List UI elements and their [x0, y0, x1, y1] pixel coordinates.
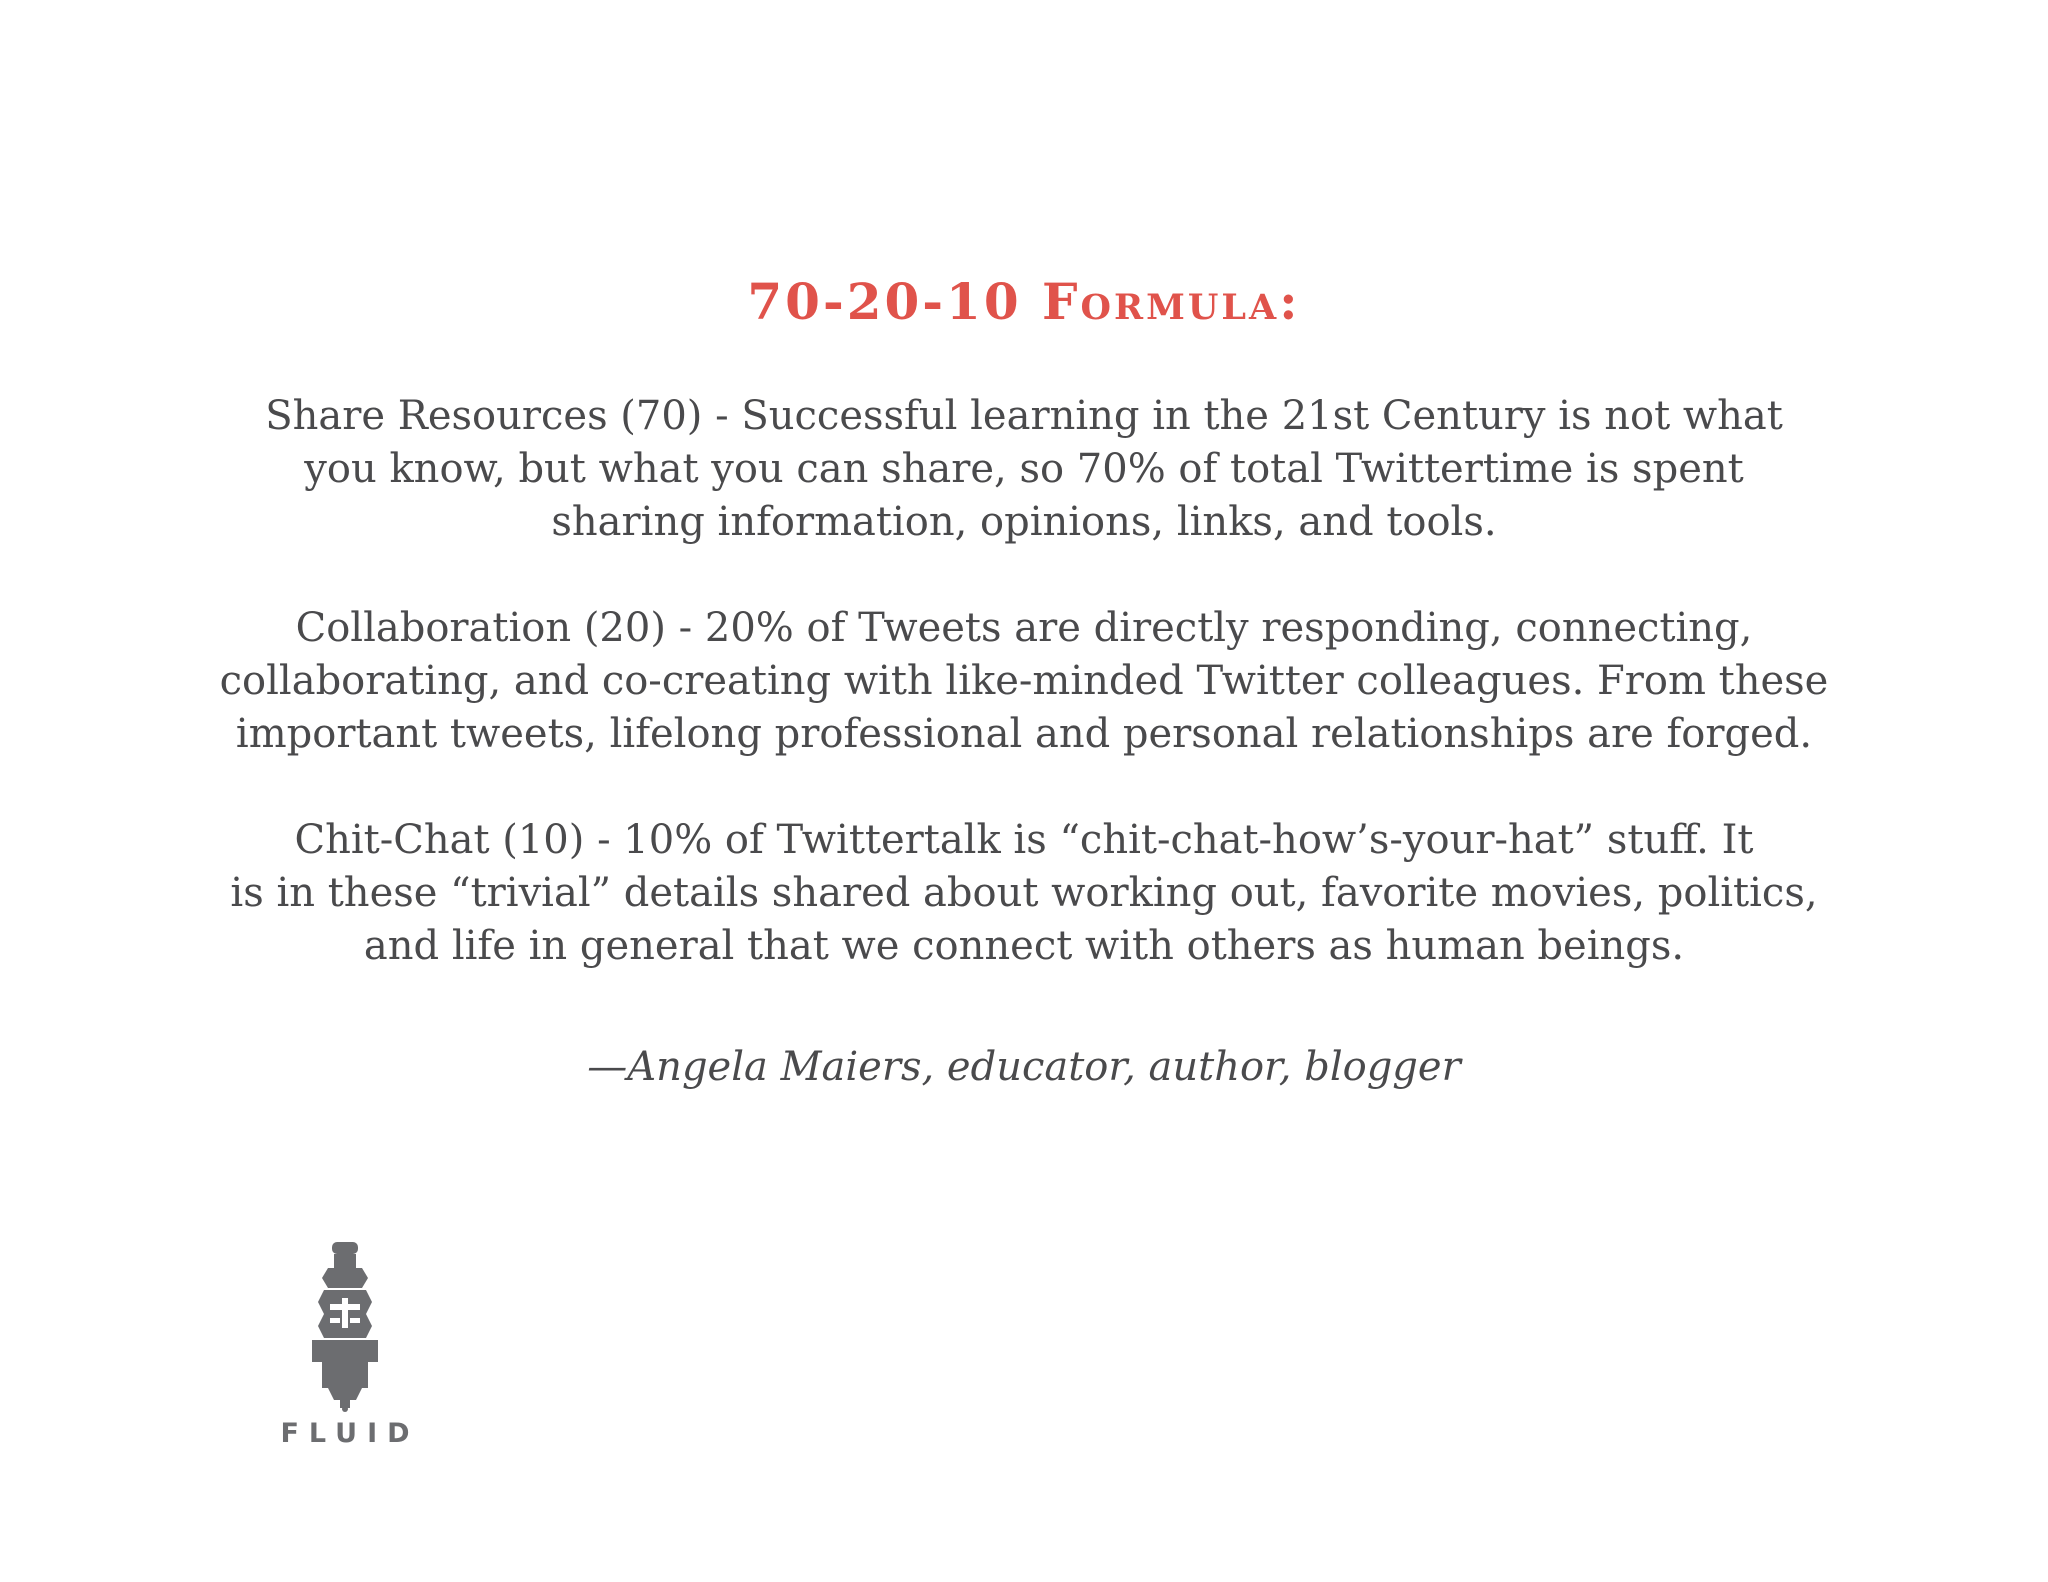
paragraph-line: and life in general that we connect with others as human beings. — [363, 923, 1685, 969]
paragraph-line: collaborating, and co-creating with like-minded Twitter colleagues. From these — [219, 658, 1829, 704]
fluid-logo — [260, 1240, 430, 1460]
logo-wordmark: FLUID — [280, 1418, 420, 1449]
paragraph-line: important tweets, lifelong professional and personal relationships are forged. — [235, 711, 1813, 757]
paragraph-line: is in these “trivial” details shared about working out, favorite movies, politics, — [230, 870, 1818, 916]
spark-plug-icon — [300, 1240, 390, 1412]
paragraph-line: Chit-Chat (10) - 10% of Twittertalk is “chit-chat-how’s-your-hat” stuff. It — [294, 817, 1754, 863]
quote-attribution: —Angela Maiers, educator, author, blogger — [587, 1044, 1461, 1090]
paragraph-line: sharing information, opinions, links, and tools. — [551, 499, 1497, 545]
paragraph-line: you know, but what you can share, so 70% of total Twittertime is spent — [304, 446, 1744, 492]
slide-heading: 70-20-10 Formula: — [747, 272, 1301, 331]
paragraph-chit-chat — [160, 814, 1888, 973]
paragraph-line: Share Resources (70) - Successful learning in the 21st Century is not what — [265, 393, 1783, 439]
paragraph-collaboration — [160, 602, 1888, 761]
paragraph-share-resources — [160, 390, 1888, 549]
paragraph-line: Collaboration (20) - 20% of Tweets are directly responding, connecting, — [295, 605, 1753, 651]
